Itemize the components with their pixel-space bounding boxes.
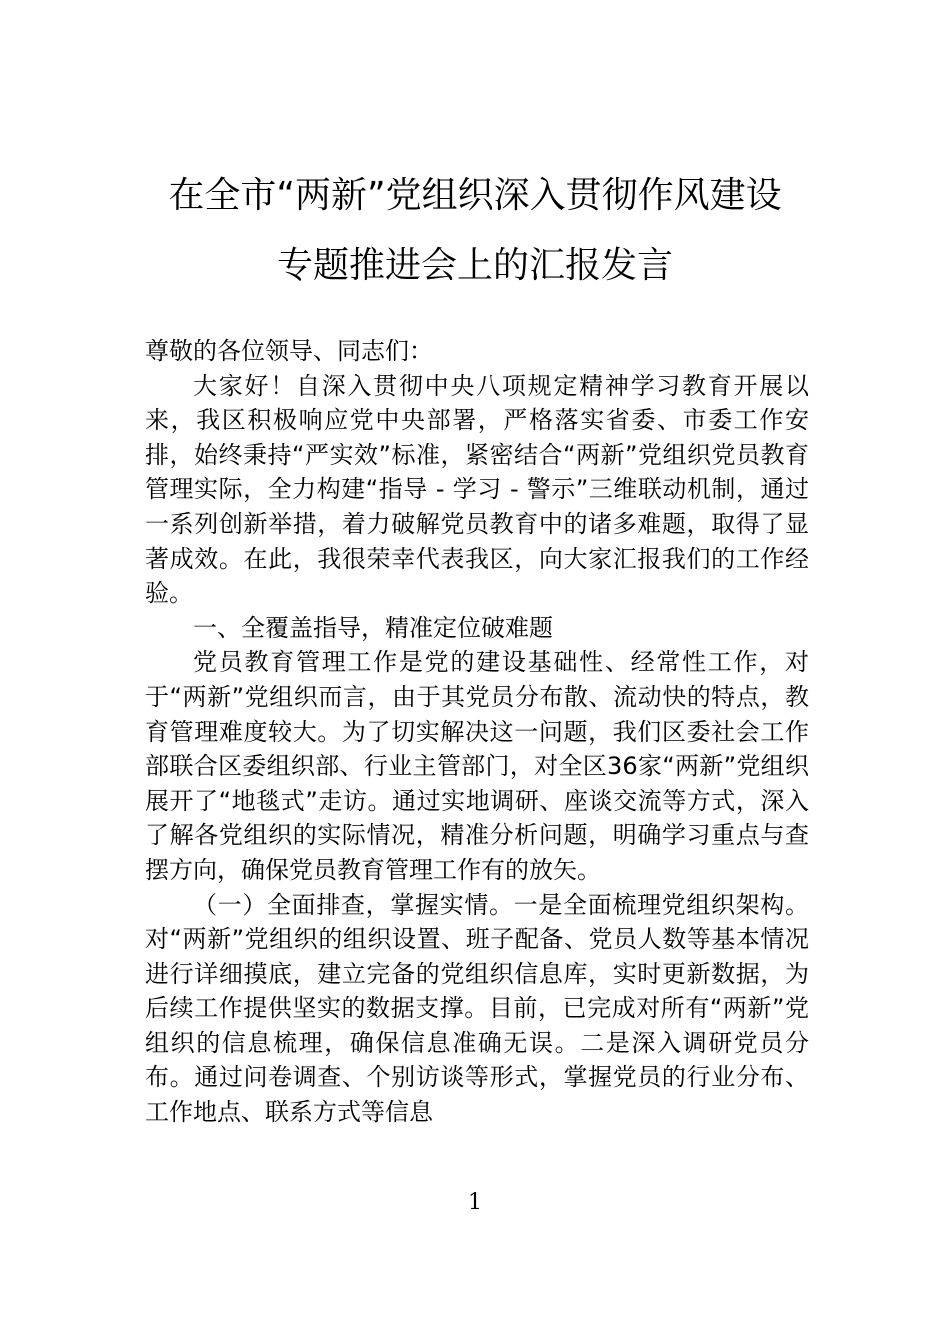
document-body (145, 334, 809, 1130)
salutation: 尊敬的各位领导、同志们： (145, 337, 433, 365)
document-title-line-2: 专题推进会上的汇报发言 (276, 245, 673, 286)
document-title-line-1: 在全市“两新”党组织深入贯彻作风建设 (168, 175, 782, 216)
paragraph-section-1: 党员教育管理工作是党的建设基础性、经常性工作，对于“两新”党组织而言，由于其党员分布散、流动快的特点，教育管理难度较大。为了切实解决这一问题，我们区委社会工作部联合区委组织部、行业主管部门，对全区36家“两新”党组织展开了“地毯式”走访。通过实地调研、座谈交流等方式，深入了解各党组织的实际情况，精准分析问题，明确学习重点与查摆方向，确保党员教育管理工作有的放矢。 (145, 648, 809, 884)
paragraph-subsection-1: （一）全面排查，掌握实情。一是全面梳理党组织架构。对“两新”党组织的组织设置、班子配备、党员人数等基本情况进行详细摸底，建立完备的党组织信息库，实时更新数据，为后续工作提供坚实的数据支撑。目前，已完成对所有“两新”党组织的信息梳理，确保信息准确无误。二是深入调研党员分布。通过问卷调查、个别访谈等形式，掌握党员的行业分布、工作地点、联系方式等信息 (145, 890, 809, 1127)
section-heading-1: 一、全覆盖指导，精准定位破难题 (193, 613, 553, 642)
page-number: 1 (468, 1190, 482, 1215)
paragraph-intro: 大家好！自深入贯彻中央八项规定精神学习教育开展以来，我区积极响应党中央部署，严格落实省委、市委工作安排，始终秉持“严实效”标准，紧密结合“两新”党组织党员教育管理实际，全力构建“指导 - 学习 - 警示”三维联动机制，通过一系列创新举措，着力破解党员教育中的诸多难题，取得了显著成效。在此，我很荣幸代表我区，向大家汇报我们的工作经验。 (145, 371, 809, 608)
